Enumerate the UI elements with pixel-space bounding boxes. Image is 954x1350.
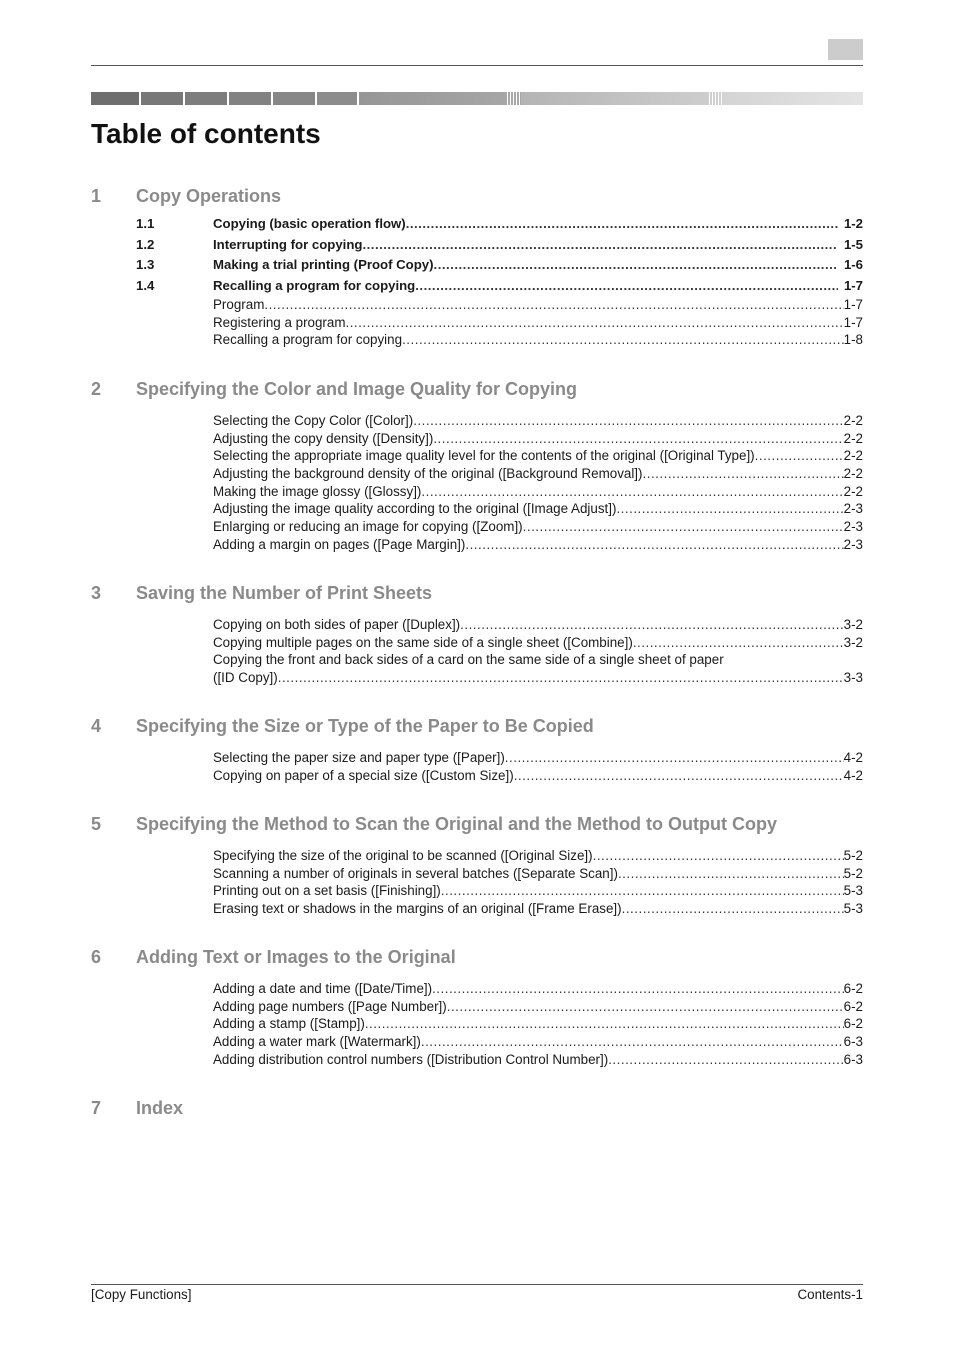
toc-section-entry[interactable] bbox=[91, 235, 863, 256]
entry-title: Scanning a number of originals in several batches ([Separate Scan]) bbox=[213, 865, 618, 881]
chapter-number: 5 bbox=[91, 814, 102, 834]
dot-leader bbox=[365, 1015, 844, 1033]
entry-title: Registering a program bbox=[213, 314, 346, 330]
toc-subsection-entry[interactable] bbox=[91, 331, 863, 349]
dot-leader bbox=[264, 296, 843, 314]
chapter-number: 7 bbox=[91, 1098, 102, 1118]
entry-title: Selecting the appropriate image quality level for the contents of the original ([Original Type]) bbox=[213, 448, 755, 464]
entry-page-number: 2-3 bbox=[843, 519, 863, 535]
section-number: 1.1 bbox=[136, 216, 155, 231]
page-title: Table of contents bbox=[91, 118, 321, 149]
chapter-number: 1 bbox=[91, 186, 102, 206]
entry-page-number: 5-3 bbox=[843, 901, 863, 917]
entry-title: Adding a stamp ([Stamp]) bbox=[213, 1016, 365, 1032]
entry-title: Adding a margin on pages ([Page Margin]) bbox=[213, 536, 466, 552]
chapter-heading[interactable] bbox=[91, 1098, 863, 1122]
dot-leader bbox=[608, 1051, 843, 1069]
entry-title: Making a trial printing (Proof Copy) bbox=[213, 257, 434, 272]
entry-title: Copying (basic operation flow) bbox=[213, 216, 406, 231]
toc-chapter bbox=[91, 583, 863, 687]
toc-subsection-entry[interactable] bbox=[91, 536, 863, 554]
chapter-entries bbox=[91, 980, 863, 1068]
entry-page-number: 1-7 bbox=[843, 297, 863, 312]
entry-title: Erasing text or shadows in the margins of an original ([Frame Erase]) bbox=[213, 901, 622, 917]
entry-page-number: 1-7 bbox=[843, 277, 863, 293]
chapter-number: 6 bbox=[91, 947, 102, 967]
dot-leader bbox=[278, 669, 844, 687]
entry-page-number: 4-2 bbox=[843, 767, 863, 783]
toc-subsection-entry[interactable] bbox=[91, 882, 863, 900]
entry-page-number: 5-2 bbox=[843, 848, 863, 863]
header-rule bbox=[91, 65, 863, 66]
dot-leader bbox=[433, 430, 843, 448]
toc-subsection-entry[interactable] bbox=[91, 518, 863, 536]
entry-page-number: 6-3 bbox=[843, 1034, 863, 1050]
chapter-title: Saving the Number of Print Sheets bbox=[136, 583, 433, 603]
chapter-title: Index bbox=[136, 1098, 184, 1118]
toc-subsection-entry[interactable] bbox=[91, 1033, 863, 1051]
chapter-title: Specifying the Size or Type of the Paper to Be Copied bbox=[136, 716, 594, 736]
chapter-title: Specifying the Color and Image Quality for Copying bbox=[136, 379, 578, 399]
entry-page-number: 2-2 bbox=[843, 430, 863, 446]
entry-title: Adding distribution control numbers ([Distribution Control Number]) bbox=[213, 1051, 609, 1067]
dot-leader bbox=[514, 767, 844, 785]
entry-title: Selecting the paper size and paper type ([Paper]) bbox=[213, 750, 505, 765]
entry-page-number: 5-3 bbox=[843, 883, 863, 899]
toc-subsection-entry[interactable] bbox=[91, 865, 863, 883]
entry-title: Printing out on a set basis ([Finishing]) bbox=[213, 883, 441, 899]
entry-page-number: 2-3 bbox=[843, 501, 863, 517]
entry-page-number: 2-2 bbox=[843, 413, 863, 428]
entry-page-number: 2-2 bbox=[843, 448, 863, 464]
toc-chapter bbox=[91, 947, 863, 1068]
chapter-number: 3 bbox=[91, 583, 102, 603]
dot-leader bbox=[755, 447, 844, 465]
toc-subsection-entry[interactable] bbox=[91, 1015, 863, 1033]
entry-page-number: 1-8 bbox=[843, 332, 863, 348]
entry-title: Recalling a program for copying bbox=[213, 277, 416, 293]
entry-title: Adjusting the copy density ([Density]) bbox=[213, 430, 434, 446]
section-number: 1.3 bbox=[136, 257, 155, 272]
toc-subsection-entry[interactable] bbox=[91, 980, 863, 998]
toc-chapter bbox=[91, 1098, 863, 1122]
footer-page-number: Contents-1 bbox=[797, 1287, 863, 1302]
entry-page-number: 1-5 bbox=[843, 236, 863, 252]
footer-manual-name: [Copy Functions] bbox=[91, 1287, 192, 1302]
toc-subsection-entry[interactable] bbox=[91, 500, 863, 518]
toc-subsection-entry[interactable] bbox=[91, 465, 863, 483]
entry-title: ([ID Copy]) bbox=[213, 670, 278, 686]
entry-title: Adding a water mark ([Watermark]) bbox=[213, 1034, 421, 1050]
entry-title: Copying multiple pages on the same side of a single sheet ([Combine]) bbox=[213, 634, 633, 650]
entry-page-number: 6-2 bbox=[843, 1016, 863, 1032]
chapter-number: 4 bbox=[91, 716, 102, 736]
dot-leader bbox=[421, 1033, 844, 1051]
chapter-heading[interactable] bbox=[91, 947, 863, 971]
toc-subsection-entry[interactable] bbox=[91, 847, 863, 865]
chapter-entries bbox=[91, 749, 863, 784]
toc-subsection-entry[interactable] bbox=[91, 767, 863, 785]
toc-subsection-entry[interactable] bbox=[91, 900, 863, 918]
dot-leader bbox=[523, 518, 844, 536]
entry-page-number: 3-2 bbox=[843, 617, 863, 632]
entry-title: Adjusting the image quality according to the original ([Image Adjust]) bbox=[213, 501, 617, 517]
dot-leader bbox=[406, 214, 838, 235]
toc-subsection-entry[interactable] bbox=[91, 412, 863, 430]
toc-chapter bbox=[91, 379, 863, 554]
chapter-entries bbox=[91, 616, 863, 687]
chapter-entries bbox=[91, 214, 863, 349]
section-number: 1.2 bbox=[136, 236, 155, 252]
entry-title: Selecting the Copy Color ([Color]) bbox=[213, 413, 414, 428]
toc-subsection-entry[interactable] bbox=[91, 749, 863, 767]
chapter-heading[interactable] bbox=[91, 379, 863, 403]
chapter-heading[interactable] bbox=[91, 186, 863, 210]
entry-page-number: 2-2 bbox=[843, 483, 863, 499]
page-tab-marker bbox=[828, 39, 863, 60]
toc-subsection-entry[interactable] bbox=[91, 430, 863, 448]
toc-chapter bbox=[91, 716, 863, 784]
entry-title: Adjusting the background density of the original ([Background Removal]) bbox=[213, 466, 643, 482]
chapter-heading[interactable] bbox=[91, 814, 863, 838]
toc-chapter bbox=[91, 814, 863, 918]
dot-leader bbox=[434, 255, 838, 276]
dot-leader bbox=[633, 634, 844, 652]
toc-subsection-entry[interactable] bbox=[91, 634, 863, 652]
entry-page-number: 1-2 bbox=[843, 216, 863, 231]
entry-title: Copying on paper of a special size ([Custom Size]) bbox=[213, 767, 514, 783]
toc-subsection-entry[interactable] bbox=[91, 998, 863, 1016]
dot-leader bbox=[618, 865, 844, 883]
toc-subsection-entry[interactable] bbox=[91, 447, 863, 465]
entry-page-number: 1-6 bbox=[843, 257, 863, 272]
entry-title: Copying on both sides of paper ([Duplex]) bbox=[213, 617, 461, 632]
dot-leader bbox=[465, 536, 843, 554]
toc-subsection-entry[interactable] bbox=[91, 616, 863, 634]
entry-page-number: 2-2 bbox=[843, 466, 863, 482]
dot-leader bbox=[402, 331, 844, 349]
dot-leader bbox=[460, 616, 844, 634]
dot-leader bbox=[415, 276, 838, 297]
chapter-heading[interactable] bbox=[91, 716, 863, 740]
toc-subsection-entry[interactable] bbox=[91, 483, 863, 501]
dot-leader bbox=[413, 412, 843, 430]
chapter-title: Copy Operations bbox=[136, 186, 282, 206]
chapter-entries bbox=[91, 847, 863, 918]
entry-page-number: 3-3 bbox=[843, 670, 863, 686]
dot-leader bbox=[421, 483, 843, 501]
chapter-entries bbox=[91, 412, 863, 554]
entry-title: Program bbox=[213, 297, 265, 312]
toc-subsection-entry[interactable] bbox=[91, 669, 863, 687]
entry-title: Specifying the size of the original to be scanned ([Original Size]) bbox=[213, 848, 593, 863]
dot-leader bbox=[643, 465, 844, 483]
dot-leader bbox=[441, 882, 844, 900]
entry-title: Interrupting for copying bbox=[213, 236, 363, 252]
entry-title: Adding page numbers ([Page Number]) bbox=[213, 998, 447, 1014]
entry-title: Making the image glossy ([Glossy]) bbox=[213, 483, 422, 499]
decorative-header-bar bbox=[91, 92, 863, 105]
footer-rule bbox=[91, 1284, 863, 1285]
entry-page-number: 6-2 bbox=[843, 998, 863, 1014]
section-number: 1.4 bbox=[136, 277, 155, 293]
dot-leader bbox=[345, 314, 843, 332]
toc-subsection-entry[interactable] bbox=[91, 651, 863, 669]
dot-leader bbox=[593, 847, 844, 865]
toc-subsection-entry[interactable] bbox=[91, 314, 863, 332]
chapter-title: Adding Text or Images to the Original bbox=[136, 947, 456, 967]
chapter-number: 2 bbox=[91, 379, 102, 399]
entry-page-number: 2-3 bbox=[843, 536, 863, 552]
dot-leader bbox=[622, 900, 844, 918]
dot-leader bbox=[616, 500, 843, 518]
dot-leader bbox=[447, 998, 844, 1016]
entry-page-number: 1-7 bbox=[843, 314, 863, 330]
entry-page-number: 6-2 bbox=[843, 981, 863, 996]
toc-section-entry[interactable] bbox=[91, 214, 863, 235]
dot-leader bbox=[505, 749, 844, 767]
toc-subsection-entry[interactable] bbox=[91, 1051, 863, 1069]
toc-section-entry[interactable] bbox=[91, 255, 863, 276]
entry-title: Copying the front and back sides of a card on the same side of a single sheet of paper bbox=[213, 652, 724, 668]
toc-section-entry[interactable] bbox=[91, 276, 863, 297]
entry-page-number: 6-3 bbox=[843, 1051, 863, 1067]
entry-title: Enlarging or reducing an image for copying ([Zoom]) bbox=[213, 519, 523, 535]
entry-page-number: 5-2 bbox=[843, 865, 863, 881]
toc-chapter bbox=[91, 186, 863, 349]
entry-page-number: 4-2 bbox=[843, 750, 863, 765]
chapter-heading[interactable] bbox=[91, 583, 863, 607]
entry-page-number: 3-2 bbox=[843, 634, 863, 650]
entry-title: Adding a date and time ([Date/Time]) bbox=[213, 981, 433, 996]
entry-title: Recalling a program for copying bbox=[213, 332, 403, 348]
toc-subsection-entry[interactable] bbox=[91, 296, 863, 314]
dot-leader bbox=[432, 980, 844, 998]
dot-leader bbox=[362, 235, 837, 256]
chapter-title: Specifying the Method to Scan the Original and the Method to Output Copy bbox=[136, 814, 777, 834]
